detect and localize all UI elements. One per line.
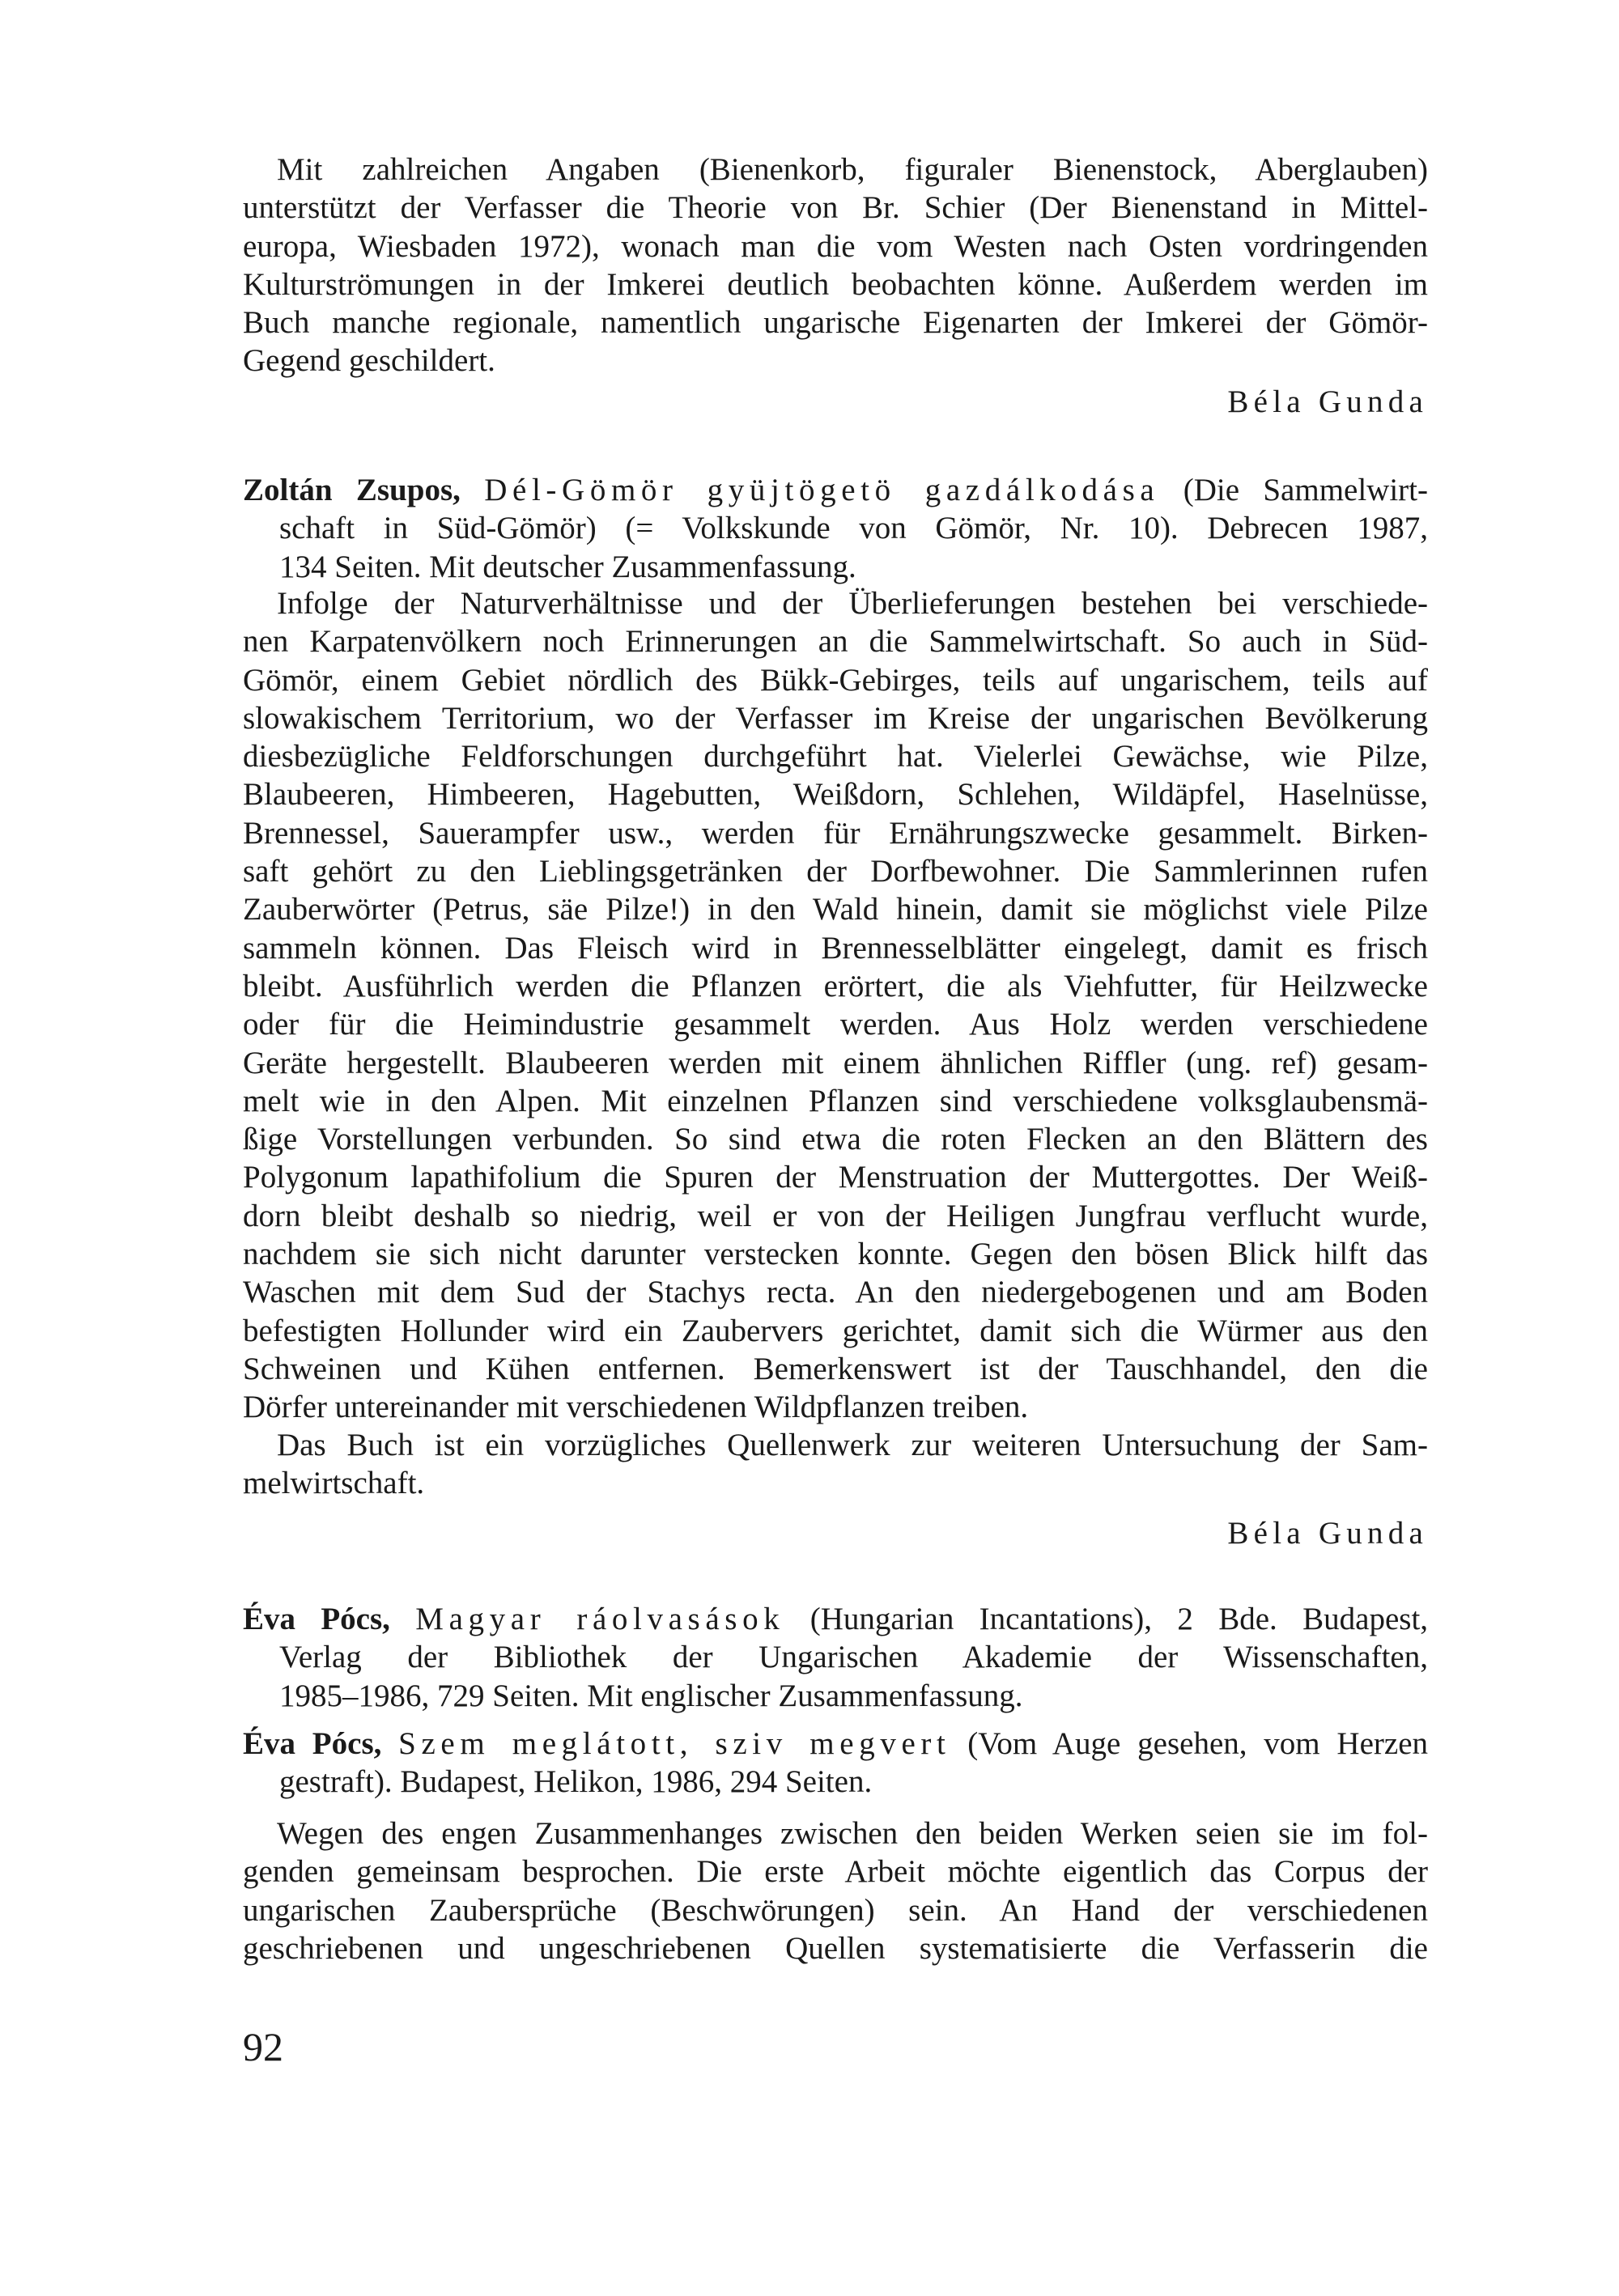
text-line: Zauberwörter (Petrus, säe Pilze!) in den Wald hinein, damit sie möglichst viele Pilze xyxy=(243,892,1428,927)
text-line: sammeln können. Das Fleisch wird in Brennesselblätter eingelegt, damit es frisch xyxy=(243,930,1428,966)
book-details: (Vom Auge gesehen, vom Herzen xyxy=(967,1726,1429,1761)
book-title: Magyar ráolvasások xyxy=(415,1602,785,1636)
bibliographic-entry xyxy=(243,471,1428,586)
text-line: 1985–1986, 729 Seiten. Mit englischer Zusammenfassung. xyxy=(279,1678,1023,1713)
book-author: Zoltán Zsupos, xyxy=(243,473,461,507)
text-line: Buch manche regionale, namentlich ungarische Eigenarten der Imkerei der Gömör- xyxy=(243,305,1428,341)
text-line xyxy=(243,1600,1428,1638)
book-author: Éva Pócs, xyxy=(243,1726,382,1761)
text-line: ßige Vorstellungen verbunden. So sind etwa die roten Flecken an den Blättern des xyxy=(243,1122,1428,1157)
book-author: Éva Pócs, xyxy=(243,1602,390,1636)
text-line: saft gehört zu den Lieblingsgetränken der Dorfbewohner. Die Sammlerinnen rufen xyxy=(243,854,1428,889)
text-line: geschriebenen und ungeschriebenen Quellen systematisierte die Verfasserin die xyxy=(243,1930,1428,1966)
book-details: (Hungarian Incantations), 2 Bde. Budapest, xyxy=(810,1602,1429,1636)
text-line: Verlag der Bibliothek der Ungarischen Akademie der Wissenschaften, xyxy=(279,1640,1428,1675)
text-line: 134 Seiten. Mit deutscher Zusammenfassung. xyxy=(279,549,856,584)
text-line: melt wie in den Alpen. Mit einzelnen Pflanzen sind verschiedene volksglaubensmä- xyxy=(243,1083,1428,1118)
bibliographic-entry xyxy=(243,1600,1428,1715)
page-number: 92 xyxy=(243,2024,283,2069)
reviewer-signature: Béla Gunda xyxy=(1227,1516,1428,1551)
text-line: europa, Wiesbaden 1972), wonach man die vom Westen nach Osten vordringenden xyxy=(243,228,1428,264)
text-line: unterstützt der Verfasser die Theorie von Br. Schier (Der Bienenstand in Mittel- xyxy=(243,190,1428,226)
text-line: bleibt. Ausführlich werden die Pflanzen erörtert, die als Viehfutter, für Heilzwecke xyxy=(243,968,1428,1004)
text-line: melwirtschaft. xyxy=(243,1466,425,1501)
text-line: oder für die Heimindustrie gesammelt werden. Aus Holz werden verschiedene xyxy=(243,1007,1428,1042)
text-line: Mit zahlreichen Angaben (Bienenkorb, figuraler Bienenstock, Aberglauben) xyxy=(277,152,1428,187)
text-line: Brennessel, Sauerampfer usw., werden für Ernährungszwecke gesammelt. Birken- xyxy=(243,815,1428,851)
text-line: Gömör, einem Gebiet nördlich des Bükk-Gebirges, teils auf ungarischem, teils auf xyxy=(243,662,1428,698)
body-paragraph xyxy=(243,584,1428,1427)
reviewer-signature: Béla Gunda xyxy=(1227,384,1428,419)
text-line: schaft in Süd-Gömör) (= Volkskunde von Gömör, Nr. 10). Debrecen 1987, xyxy=(279,511,1428,546)
text-line: Das Buch ist ein vorzügliches Quellenwerk zur weiteren Untersuchung der Sam- xyxy=(277,1428,1428,1462)
text-line: Geräte hergestellt. Blaubeeren werden mit einem ähnlichen Riffler (ung. ref) gesam- xyxy=(243,1045,1428,1080)
text-line: Kulturströmungen in der Imkerei deutlich beobachten könne. Außerdem werden im xyxy=(243,266,1428,302)
text-line: dorn bleibt deshalb so niedrig, weil er von der Heiligen Jungfrau verflucht wurde, xyxy=(243,1198,1428,1233)
book-title: Dél-Gömör gyüjtögetö gazdálkodása xyxy=(484,473,1160,507)
book-title: Szem meglátott, sziv megvert xyxy=(398,1726,951,1761)
text-line: Wegen des engen Zusammenhanges zwischen den beiden Werken seien sie im fol- xyxy=(277,1816,1428,1851)
text-line: slowakischem Territorium, wo der Verfasser im Kreise der ungarischen Bevölkerung xyxy=(243,700,1428,736)
text-line: Blaubeeren, Himbeeren, Hagebutten, Weißdorn, Schlehen, Wildäpfel, Haselnüsse, xyxy=(243,777,1428,813)
text-line xyxy=(243,1725,1428,1763)
text-line: diesbezügliche Feldforschungen durchgeführt hat. Vielerlei Gewächse, wie Pilze, xyxy=(243,739,1428,775)
text-line: Infolge der Naturverhältnisse und der Überlieferungen bestehen bei verschiede- xyxy=(277,586,1428,621)
body-paragraph xyxy=(243,151,1428,380)
text-line: Waschen mit dem Sud der Stachys recta. An den niedergebogenen und am Boden xyxy=(243,1275,1428,1310)
book-details: (Die Sammelwirt- xyxy=(1183,473,1428,507)
text-line: Schweinen und Kühen entfernen. Bemerkenswert ist der Tauschhandel, den die xyxy=(243,1351,1428,1386)
text-line: Gegend geschildert. xyxy=(243,343,495,379)
text-line: genden gemeinsam besprochen. Die erste Arbeit möchte eigentlich das Corpus der xyxy=(243,1854,1428,1890)
text-line: Polygonum lapathifolium die Spuren der Menstruation der Muttergottes. Der Weiß- xyxy=(243,1160,1428,1195)
body-paragraph xyxy=(243,1426,1428,1503)
text-line: gestraft). Budapest, Helikon, 1986, 294 Seiten. xyxy=(279,1764,873,1800)
text-line: Dörfer untereinander mit verschiedenen Wildpflanzen treiben. xyxy=(243,1390,1029,1425)
text-line xyxy=(243,471,1428,509)
bibliographic-entry xyxy=(243,1725,1428,1802)
text-line: nachdem sie sich nicht darunter verstecken konnte. Gegen den bösen Blick hilft das xyxy=(243,1237,1428,1272)
text-line: ungarischen Zaubersprüche (Beschwörungen) sein. An Hand der verschiedenen xyxy=(243,1892,1428,1928)
text-line: nen Karpatenvölkern noch Erinnerungen an die Sammelwirtschaft. So auch in Süd- xyxy=(243,624,1428,660)
body-paragraph xyxy=(243,1814,1428,1967)
text-line: befestigten Hollunder wird ein Zaubervers gerichtet, damit sich die Würmer aus den xyxy=(243,1313,1428,1348)
